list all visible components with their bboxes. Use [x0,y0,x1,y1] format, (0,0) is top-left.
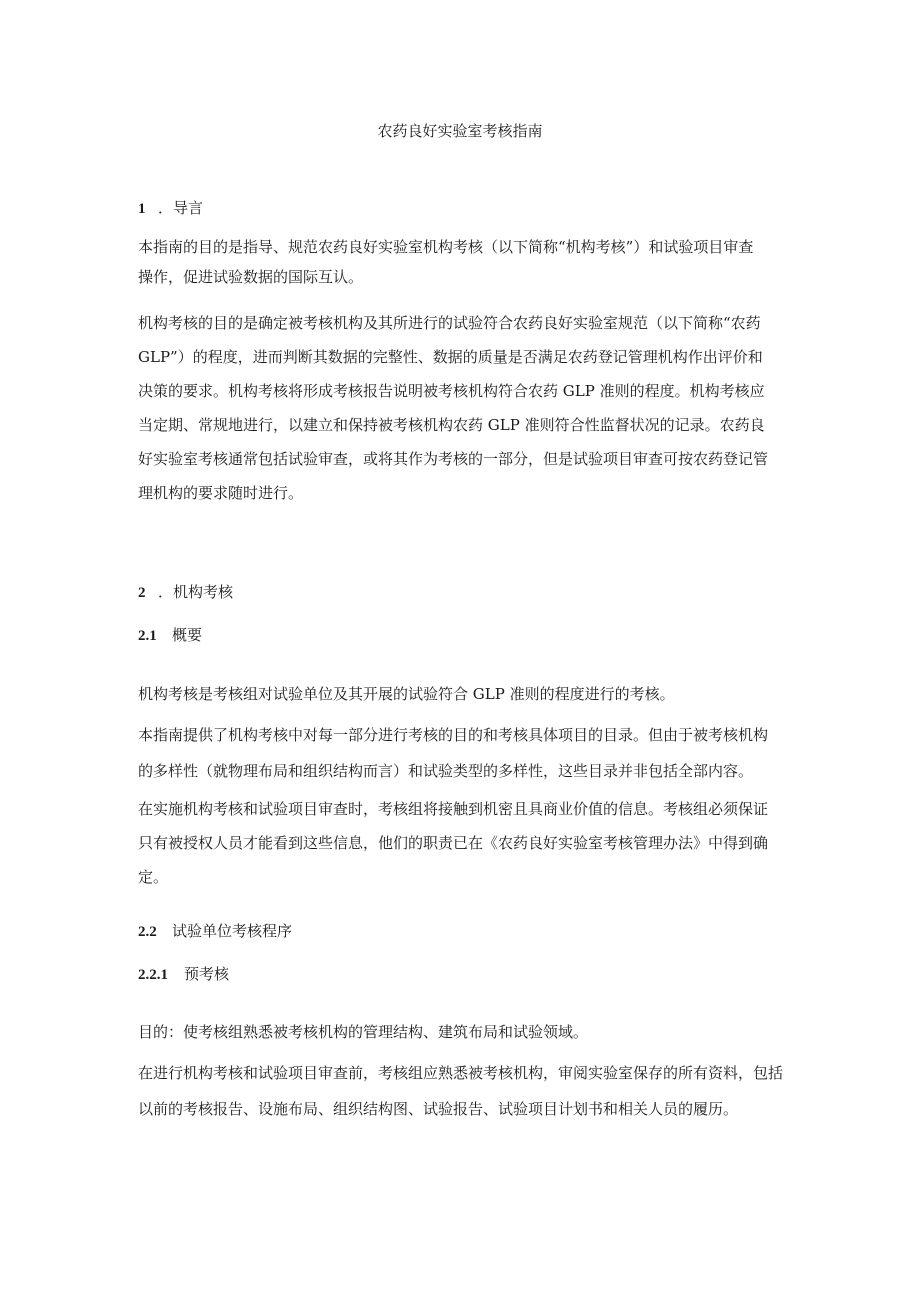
section-2-label: 机构考核 [173,583,234,601]
text-line: 机构考核是考核组对试验单位及其开展的试验符合 GLP 准则的程度进行的考核。 [138,685,675,703]
text-line: 的多样性（就物理布局和组织结构而言）和试验类型的多样性，这些目录并非包括全部内容。 [138,762,754,780]
section-2-1-heading [138,624,788,647]
section-2-2-heading [138,920,788,943]
text-line: 决策的要求。机构考核将形成考核报告说明被考核机构符合农药 GLP 准则的程度。机构考核应 [138,382,765,400]
text-line: 操作，促进试验数据的国际互认。 [138,268,364,286]
section-2-2-label: 试验单位考核程序 [172,922,293,940]
pre-audit-purpose [138,1017,788,1047]
section-1-label: 导言 [173,199,204,217]
overview-paragraph-2 [138,717,788,789]
text-line: 机构考核的目的是确定被考核机构及其所进行的试验符合农药良好实验室规范（以下简称“农药 [138,314,761,332]
text-line: 在进行机构考核和试验项目审查前，考核组应熟悉被考核机构，审阅实验室保存的所有资料，包括 [138,1064,784,1082]
pre-audit-paragraph [138,1055,788,1127]
section-2-2-number: 2.2 [138,924,157,940]
text-line: 本指南提供了机构考核中对每一部分进行考核的目的和考核具体项目的目录。但由于被考核机构 [138,726,769,744]
section-1-heading [138,197,788,220]
section-1-separator: ． [158,199,174,217]
text-line: 以前的考核报告、设施布局、组织结构图、试验报告、试验项目计划书和相关人员的履历。 [138,1100,739,1118]
intro-paragraph-1 [138,232,788,292]
section-2-1-label: 概要 [172,626,203,644]
text-line: 理机构的要求随时进行。 [138,484,304,502]
text-line: 好实验室考核通常包括试验审查，或将其作为考核的一部分，但是试验项目审查可按农药登记管 [138,450,769,468]
text-line: 定。 [138,868,169,886]
text-line: GLP”）的程度，进而判断其数据的完整性、数据的质量是否满足农药登记管理机构作出评价和 [138,348,763,366]
intro-paragraph-2 [138,306,788,510]
section-1-number: 1 [138,201,146,217]
text-line: 在实施机构考核和试验项目审查时，考核组将接触到机密且具商业价值的信息。考核组必须保证 [138,800,769,818]
overview-paragraph-3 [138,792,788,894]
section-2-1-number: 2.1 [138,628,157,644]
section-2-2-1-label: 预考核 [184,965,230,983]
text-line: 目的：使考核组熟悉被考核机构的管理结构、建筑布局和试验领域。 [138,1023,589,1041]
section-2-2-1-heading [138,963,788,986]
document-title: 农药良好实验室考核指南 [377,122,543,140]
text-line: 本指南的目的是指导、规范农药良好实验室机构考核（以下简称“机构考核”）和试验项目审查 [138,238,754,256]
overview-paragraph-1 [138,679,788,709]
section-2-separator: ． [158,583,174,601]
section-2-number: 2 [138,585,146,601]
section-2-2-1-number: 2.2.1 [138,967,168,983]
section-2-heading [138,581,788,604]
text-line: 当定期、常规地进行，以建立和保持被考核机构农药 GLP 准则符合性监督状况的记录。农药良 [138,416,765,434]
text-line: 只有被授权人员才能看到这些信息，他们的职责已在《农药良好实验室考核管理办法》中得到确 [138,834,769,852]
